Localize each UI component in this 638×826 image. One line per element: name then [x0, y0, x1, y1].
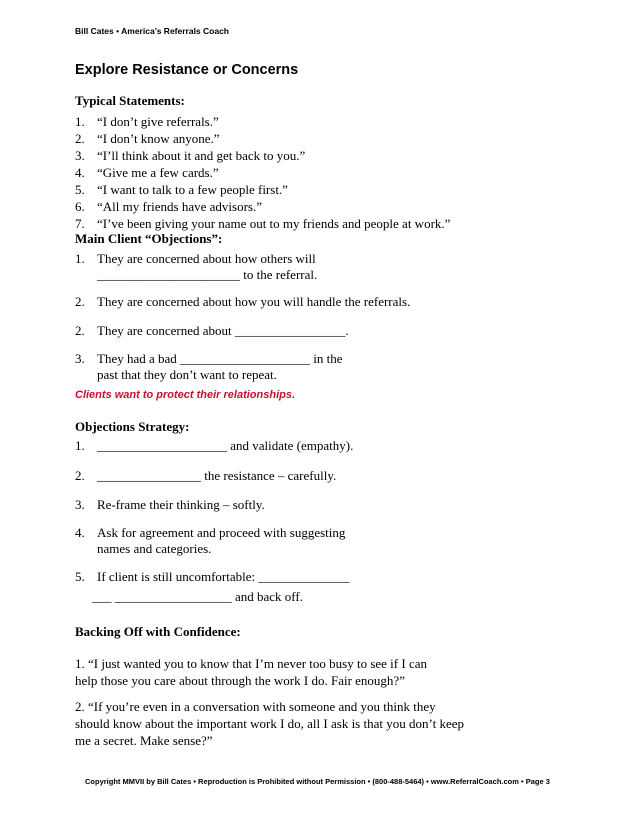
objection-text-continued: ______________________ to the referral. — [97, 267, 318, 282]
objection-text-continued: past that they don’t want to repeat. — [97, 367, 277, 382]
objections-heading: Main Client “Objections”: — [75, 231, 223, 246]
typical-item-text: “I don’t know anyone.” — [97, 131, 220, 146]
typical-item-number: 7. — [75, 216, 85, 231]
objection-number: 3. — [75, 351, 85, 366]
strategy-heading: Objections Strategy: — [75, 419, 190, 434]
strategy-number: 4. — [75, 525, 85, 540]
typical-item-text: “All my friends have advisors.” — [97, 199, 262, 214]
objection-number: 1. — [75, 251, 85, 266]
typical-item-number: 5. — [75, 182, 85, 197]
objection-number: 2. — [75, 294, 85, 309]
strategy-number: 5. — [75, 569, 85, 584]
strategy-text-continued: ___ __________________ and back off. — [92, 589, 303, 604]
typical-item-text: “I don’t give referrals.” — [97, 114, 219, 129]
backing-script-line: should know about the important work I do, all I ask is that you don’t keep — [75, 716, 464, 731]
typical-item-number: 1. — [75, 114, 85, 129]
backing-script-line: help those you care about through the work I do. Fair enough?” — [75, 673, 405, 688]
typical-heading: Typical Statements: — [75, 93, 185, 108]
page-header: Bill Cates • America’s Referrals Coach — [75, 26, 229, 36]
backing-script-line: 2. “If you’re even in a conversation with someone and you think they — [75, 699, 436, 714]
typical-item-text: “I’ve been giving your name out to my friends and people at work.” — [97, 216, 451, 231]
backing-heading: Backing Off with Confidence: — [75, 624, 241, 639]
typical-item-number: 2. — [75, 131, 85, 146]
strategy-number: 2. — [75, 468, 85, 483]
typical-item-number: 6. — [75, 199, 85, 214]
page-title: Explore Resistance or Concerns — [75, 62, 299, 78]
objection-text: They are concerned about _________________. — [97, 323, 349, 338]
backing-script-line: 1. “I just wanted you to know that I’m never too busy to see if I can — [75, 656, 427, 671]
objection-text: They had a bad ____________________ in the — [97, 351, 343, 366]
strategy-text: Ask for agreement and proceed with suggesting — [97, 525, 346, 540]
typical-item-text: “I’ll think about it and get back to you.” — [97, 148, 306, 163]
objection-text: They are concerned about how others will — [97, 251, 316, 266]
strategy-number: 1. — [75, 438, 85, 453]
backing-script-line: me a secret. Make sense?” — [75, 733, 213, 748]
objection-text: They are concerned about how you will handle the referrals. — [97, 294, 411, 309]
strategy-number: 3. — [75, 497, 85, 512]
protect-relationships-note: Clients want to protect their relationships. — [75, 389, 296, 401]
strategy-text: If client is still uncomfortable: ______________ — [97, 569, 350, 584]
strategy-text: Re-frame their thinking – softly. — [97, 497, 265, 512]
typical-item-text: “I want to talk to a few people first.” — [97, 182, 288, 197]
objection-number: 2. — [75, 323, 85, 338]
page-footer: Copyright MMVII by Bill Cates • Reproduction is Prohibited without Permission • (800-488-5464) • www.ReferralCoach.com • Page 3 — [85, 777, 550, 786]
strategy-text: ________________ the resistance – carefully. — [97, 468, 337, 483]
typical-item-number: 4. — [75, 165, 85, 180]
typical-item-number: 3. — [75, 148, 85, 163]
strategy-text: ____________________ and validate (empathy). — [97, 438, 354, 453]
strategy-text-continued: names and categories. — [97, 541, 212, 556]
typical-item-text: “Give me a few cards.” — [97, 165, 219, 180]
